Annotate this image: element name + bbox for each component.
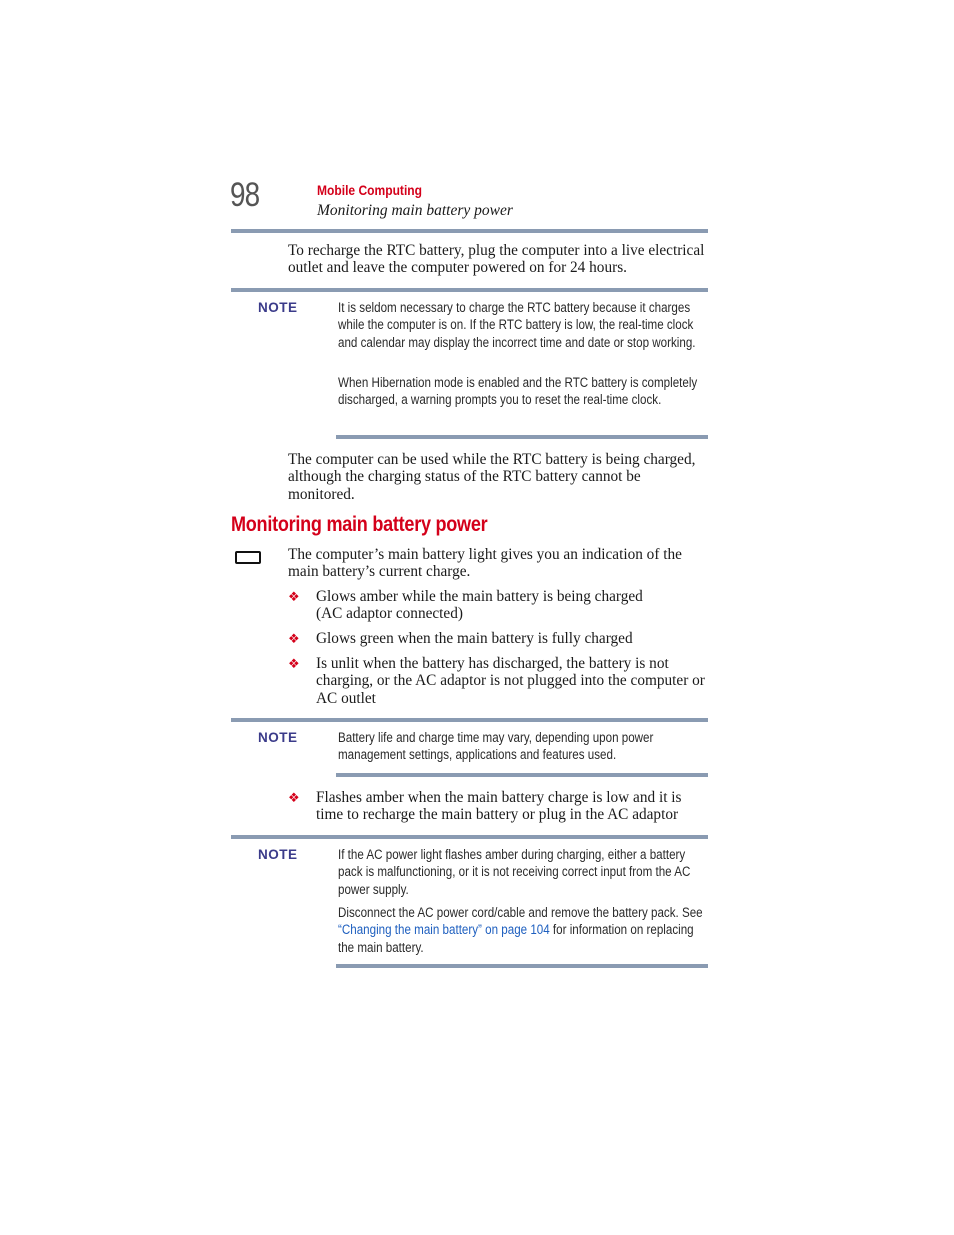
note-rule-top: [231, 835, 708, 839]
battery-icon: [235, 551, 261, 564]
bullet-icon: ❖: [288, 631, 300, 646]
note-rule-bottom: [336, 964, 708, 968]
note-text: When Hibernation mode is enabled and the RTC battery is completely discharged, a warning prompts you to reset the real-time clock.: [338, 375, 698, 408]
section-subtitle: Monitoring main battery power: [317, 202, 513, 219]
note-rule-top: [231, 718, 708, 722]
note-rule-top: [231, 288, 708, 292]
note-label: NOTE: [258, 300, 298, 315]
bullet-icon: ❖: [288, 656, 300, 671]
paragraph-rtc-charging: The computer can be used while the RTC battery is being charged, although the charging status of the RTC battery cannot be monitored.: [288, 451, 696, 503]
list-item: Glows green when the main battery is fully charged: [316, 630, 633, 647]
bullet-icon: ❖: [288, 790, 300, 805]
note-label: NOTE: [258, 847, 298, 862]
note-rule-bottom: [336, 435, 708, 439]
list-item: Glows amber while the main battery is being charged (AC adaptor connected): [316, 588, 643, 623]
paragraph-intro: The computer’s main battery light gives you an indication of the main battery’s current charge.: [288, 546, 682, 581]
note-text: If the AC power light flashes amber during charging, either a battery pack is malfunctioning, or it is not receiving correct input from the AC power supply.: [338, 847, 691, 897]
note-label: NOTE: [258, 730, 298, 745]
section-heading: Monitoring main battery power: [231, 513, 488, 536]
note-text-pre: Disconnect the AC power cord/cable and remove the battery pack. See: [338, 905, 703, 920]
note-text: Battery life and charge time may vary, depending upon power management settings, applications and features used.: [338, 730, 654, 763]
changing-main-battery-link[interactable]: “Changing the main battery” on page 104: [338, 922, 550, 938]
note-text: It is seldom necessary to charge the RTC battery because it charges while the computer is on. If the RTC battery is low, the real-time clock and calendar may display the incorrect time and date or stop working.: [338, 300, 696, 350]
note-text-post: for information on replacing the main battery.: [338, 922, 694, 955]
page-number: 98: [230, 176, 260, 214]
bullet-icon: ❖: [288, 589, 300, 604]
list-item: Is unlit when the battery has discharged, the battery is not charging, or the AC adaptor is not plugged into the computer or AC outlet: [316, 655, 705, 707]
header-rule: [231, 229, 708, 233]
note-text: [338, 904, 708, 956]
list-item: Flashes amber when the main battery charge is low and it is time to recharge the main battery or plug in the AC adaptor: [316, 789, 682, 824]
paragraph-rtc-recharge: To recharge the RTC battery, plug the computer into a live electrical outlet and leave the computer powered on for 24 hours.: [288, 242, 705, 277]
note-rule-bottom: [336, 773, 708, 777]
chapter-title: Mobile Computing: [317, 182, 423, 198]
